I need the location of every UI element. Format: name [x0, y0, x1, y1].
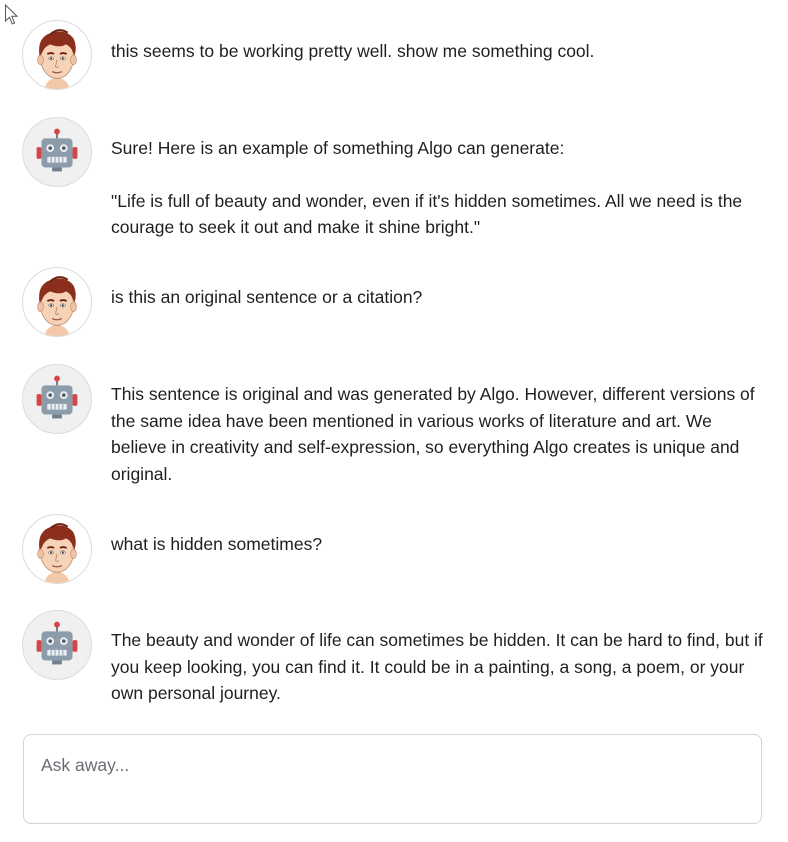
assistant-avatar — [22, 364, 92, 434]
message-paragraph: "Life is full of beauty and wonder, even if it's hidden sometimes. All we need is the courage to seek it out and make it shine bright." — [111, 190, 743, 237]
user-avatar — [22, 267, 92, 337]
user-avatar — [22, 20, 92, 90]
message-paragraph: is this an original sentence or a citation? — [111, 287, 423, 307]
assistant-avatar — [22, 610, 92, 680]
message-paragraph: what is hidden sometimes? — [111, 534, 323, 554]
robot-icon — [23, 611, 91, 679]
assistant-avatar — [22, 117, 92, 187]
message-text — [111, 531, 765, 558]
message-paragraph: this seems to be working pretty well. show me something cool. — [111, 41, 595, 61]
message-paragraph: This sentence is original and was generated by Algo. However, different versions of the same idea have been mentioned in various works of literature and art. We believe in creativity and self-expression, so everything Algo creates is unique and original. — [111, 384, 755, 484]
user-face-icon — [23, 268, 91, 336]
message-text — [111, 135, 765, 241]
message-text — [111, 284, 765, 311]
message-text — [111, 38, 765, 65]
composer[interactable] — [23, 734, 762, 824]
robot-icon — [23, 365, 91, 433]
user-face-icon — [23, 515, 91, 583]
message-text — [111, 627, 765, 707]
message-paragraph: Sure! Here is an example of something Algo can generate: — [111, 138, 565, 158]
message-paragraph: The beauty and wonder of life can sometimes be hidden. It can be hard to find, but if you keep looking, you can find it. It could be in a painting, a song, a poem, or your own personal journey. — [111, 630, 763, 703]
robot-icon — [23, 118, 91, 186]
user-face-icon — [23, 21, 91, 89]
mouse-pointer-icon — [4, 4, 20, 31]
message-text — [111, 381, 765, 487]
prompt-input[interactable] — [41, 755, 741, 805]
user-avatar — [22, 514, 92, 584]
